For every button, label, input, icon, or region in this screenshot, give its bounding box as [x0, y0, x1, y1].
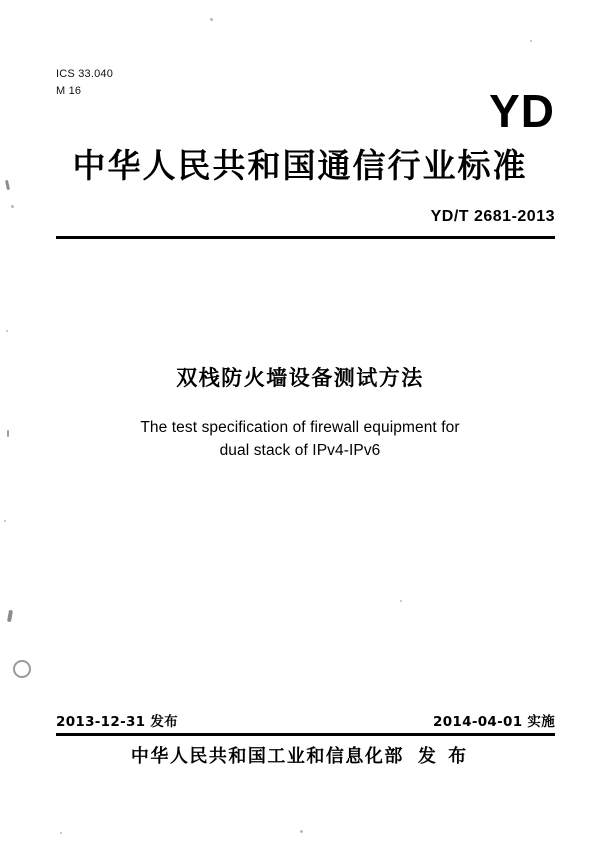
publish-date: 2013-12-31 发布	[56, 714, 178, 730]
subject-title-cn: 双栈防火墙设备测试方法	[176, 366, 424, 390]
scan-artifact	[6, 330, 8, 332]
scan-artifact	[60, 832, 62, 834]
standard-number: YD/T 2681-2013	[430, 208, 555, 225]
divider-bottom	[56, 733, 555, 736]
scan-artifact	[4, 520, 6, 522]
scan-artifact	[11, 205, 14, 208]
date-row	[56, 710, 555, 730]
scan-artifact	[13, 660, 31, 678]
subject-title-en-line1: The test specification of firewall equipment for	[140, 419, 460, 436]
scan-artifact	[530, 40, 532, 42]
scan-artifact	[210, 18, 213, 21]
ics-block	[56, 66, 113, 100]
scan-artifact	[300, 830, 303, 833]
subject-title-en	[0, 416, 600, 462]
scan-artifact	[400, 600, 402, 602]
classification-code: M 16	[56, 85, 82, 97]
ics-code: ICS 33.040	[56, 68, 114, 80]
scan-artifact	[7, 610, 13, 623]
divider-top	[56, 236, 555, 239]
page-title: 中华人民共和国通信行业标准	[72, 146, 528, 185]
issuer-name: 中华人民共和国工业和信息化部	[130, 746, 404, 767]
issuer-row	[0, 742, 600, 768]
yd-logo: YD	[489, 85, 555, 137]
issuer-verb: 发 布	[417, 746, 470, 767]
subject-title-en-line2: dual stack of IPv4-IPv6	[219, 442, 381, 459]
implement-date: 2014-04-01 实施	[433, 714, 555, 730]
